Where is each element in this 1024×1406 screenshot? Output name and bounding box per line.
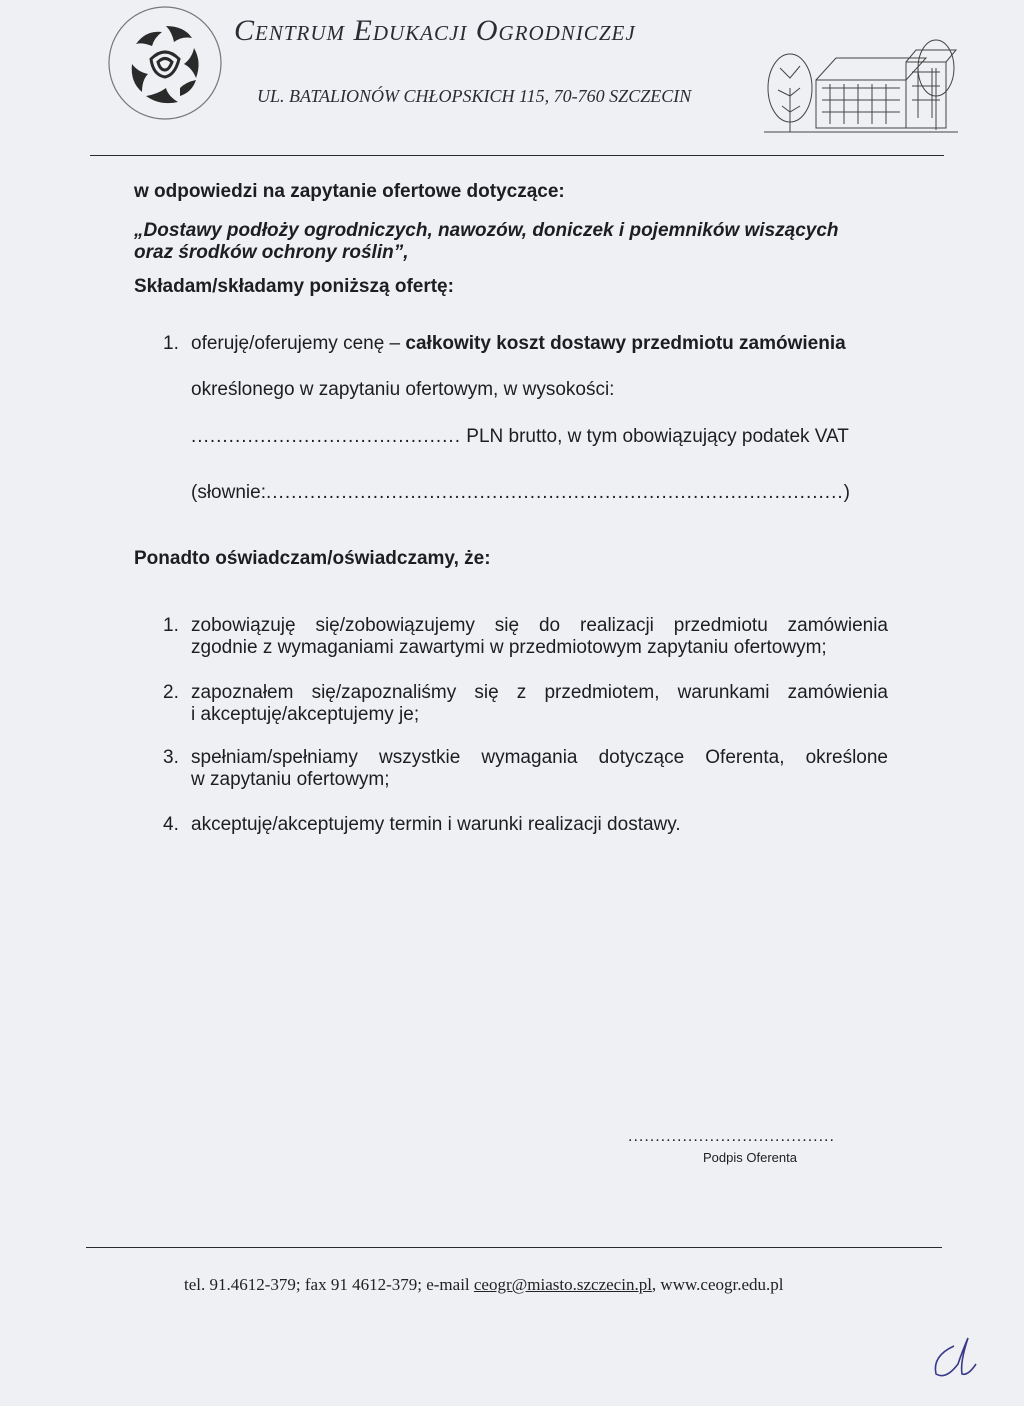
declaration-item bbox=[191, 682, 888, 726]
declaration-number: 3. bbox=[163, 747, 179, 768]
signature-label: Podpis Oferenta bbox=[703, 1150, 797, 1165]
declaration-item bbox=[191, 747, 888, 791]
handwritten-initials-icon bbox=[924, 1334, 984, 1384]
footer-contact-suffix: , www.ceogr.edu.pl bbox=[651, 1275, 784, 1294]
rose-logo-icon bbox=[106, 4, 224, 122]
declaration-number: 1. bbox=[163, 615, 179, 636]
signature-field[interactable]: ...................................... bbox=[628, 1128, 835, 1145]
footer-contact-prefix: tel. 91.4612-379; fax 91 4612-379; e-mail bbox=[184, 1275, 474, 1294]
declaration-item bbox=[191, 615, 888, 659]
declaration-line-2: w zapytaniu ofertowym; bbox=[191, 769, 390, 790]
footer-contact bbox=[184, 1275, 783, 1295]
declaration-number: 4. bbox=[163, 814, 179, 835]
offer-text-prefix: oferuję/oferujemy cenę – bbox=[191, 333, 406, 354]
offer-number: 1. bbox=[163, 333, 179, 354]
declaration-line-2: zgodnie z wymaganiami zawartymi w przedmiotowym zapytaniu ofertowym; bbox=[191, 637, 827, 658]
declaration-line-1: spełniam/spełniamy wszystkie wymagania dotyczące Oferenta, określone bbox=[191, 747, 888, 768]
subject-line-1: „Dostawy podłoży ogrodniczych, nawozów, doniczek i pojemników wiszących bbox=[134, 220, 839, 241]
price-line bbox=[191, 426, 849, 448]
intro-line: w odpowiedzi na zapytanie ofertowe dotyczące: bbox=[134, 181, 565, 202]
words-suffix: ) bbox=[843, 482, 850, 503]
words-field[interactable]: ............................................................................................ bbox=[265, 482, 844, 503]
school-building-icon bbox=[760, 28, 960, 136]
offer-line-1 bbox=[191, 333, 846, 355]
declaration-line-1: zapoznałem się/zapoznaliśmy się z przedmiotem, warunkami zamówienia bbox=[191, 682, 888, 703]
price-suffix: PLN brutto, w tym obowiązujący podatek VAT bbox=[466, 426, 849, 447]
subject-line-2: oraz środków ochrony roślin”, bbox=[134, 242, 409, 263]
organization-name: Centrum Edukacji Ogrodniczej bbox=[234, 14, 636, 47]
footer-divider bbox=[86, 1247, 942, 1248]
organization-address: UL. BATALIONÓW CHŁOPSKICH 115, 70-760 SZCZECIN bbox=[257, 86, 692, 106]
price-field[interactable]: ........................................... bbox=[191, 426, 461, 447]
declaration-line-1: akceptuję/akceptujemy termin i warunki realizacji dostawy. bbox=[191, 814, 681, 835]
email-link[interactable]: ceogr@miasto.szczecin.pl bbox=[473, 1275, 652, 1294]
offer-heading: Składam/składamy poniższą ofertę: bbox=[134, 276, 454, 297]
header-divider bbox=[90, 155, 944, 156]
words-line bbox=[191, 482, 850, 504]
words-prefix: (słownie: bbox=[191, 482, 266, 503]
offer-text-bold: całkowity koszt dostawy przedmiotu zamówienia bbox=[405, 333, 846, 354]
declaration-number: 2. bbox=[163, 682, 179, 703]
declarations-heading: Ponadto oświadczam/oświadczamy, że: bbox=[134, 548, 491, 569]
declaration-line-2: i akceptuję/akceptujemy je; bbox=[191, 704, 420, 725]
declaration-line-1: zobowiązuję się/zobowiązujemy się do realizacji przedmiotu zamówienia bbox=[191, 615, 888, 636]
offer-line-2: określonego w zapytaniu ofertowym, w wysokości: bbox=[191, 379, 615, 400]
